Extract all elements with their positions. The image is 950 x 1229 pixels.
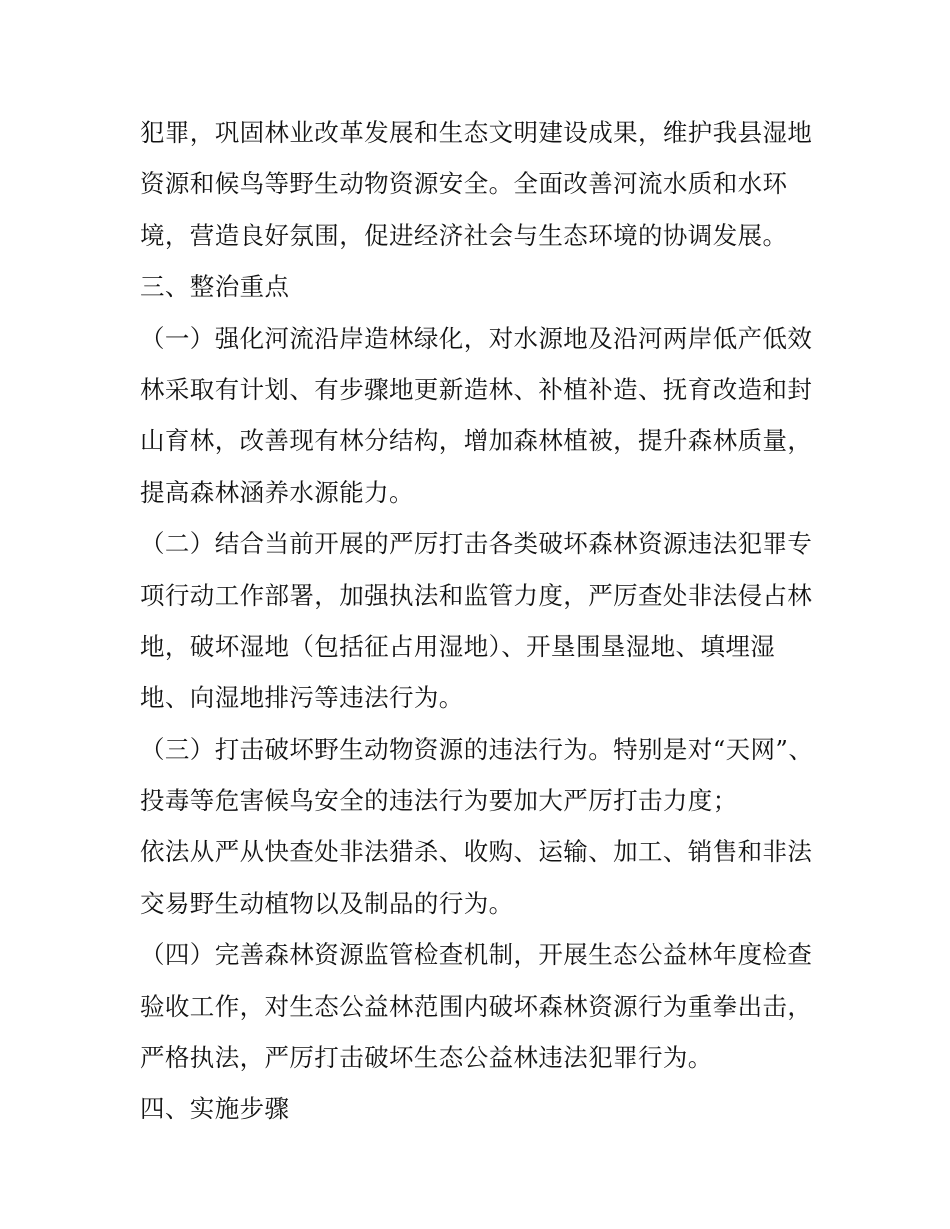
paragraph-line: 地，破坏湿地（包括征占用湿地）、开垦围垦湿地、填埋湿 <box>140 631 776 661</box>
paragraph-line: 山育林，改善现有林分结构，增加森林植被，提升森林质量， <box>140 426 813 456</box>
paragraph-line: 投毒等危害候鸟安全的违法行为要加大严厉打击力度； <box>140 786 738 816</box>
paragraph-line: （二）结合当前开展的严厉打击各类破坏森林资源违法犯罪专 <box>140 529 813 559</box>
paragraph-line: 严格执法，严厉打击破坏生态公益林违法犯罪行为。 <box>140 1043 713 1073</box>
document-body <box>140 107 820 1135</box>
paragraph-line: （三）打击破坏野生动物资源的违法行为。特别是对“天网”、 <box>140 734 814 764</box>
paragraph-line: 资源和候鸟等野生动物资源安全。全面改善河流水质和水环 <box>140 169 788 199</box>
paragraph-line: 提高森林涵养水源能力。 <box>140 477 414 507</box>
paragraph-line: （四）完善森林资源监管检查机制，开展生态公益林年度检查 <box>140 940 813 970</box>
paragraph-line: 林采取有计划、有步骤地更新造林、补植补造、抚育改造和封 <box>140 374 813 404</box>
paragraph-line: 地、向湿地排污等违法行为。 <box>140 683 464 713</box>
paragraph-line: 项行动工作部署，加强执法和监管力度，严厉查处非法侵占林 <box>140 580 813 610</box>
paragraph-line: （一）强化河流沿岸造林绿化，对水源地及沿河两岸低产低效 <box>140 323 813 353</box>
paragraph-line: 犯罪，巩固林业改革发展和生态文明建设成果，维护我县湿地 <box>140 118 813 147</box>
paragraph-line: 依法从严从快查处非法猎杀、收购、运输、加工、销售和非法 <box>140 837 813 867</box>
section-heading: 四、实施步骤 <box>140 1094 290 1124</box>
paragraph-line: 验收工作，对生态公益林范围内破坏森林资源行为重拳出击， <box>140 991 813 1021</box>
paragraph-line: 交易野生动植物以及制品的行为。 <box>140 888 514 918</box>
section-heading: 三、整治重点 <box>140 272 290 302</box>
paragraph-line: 境，营造良好氛围，促进经济社会与生态环境的协调发展。 <box>140 220 788 250</box>
